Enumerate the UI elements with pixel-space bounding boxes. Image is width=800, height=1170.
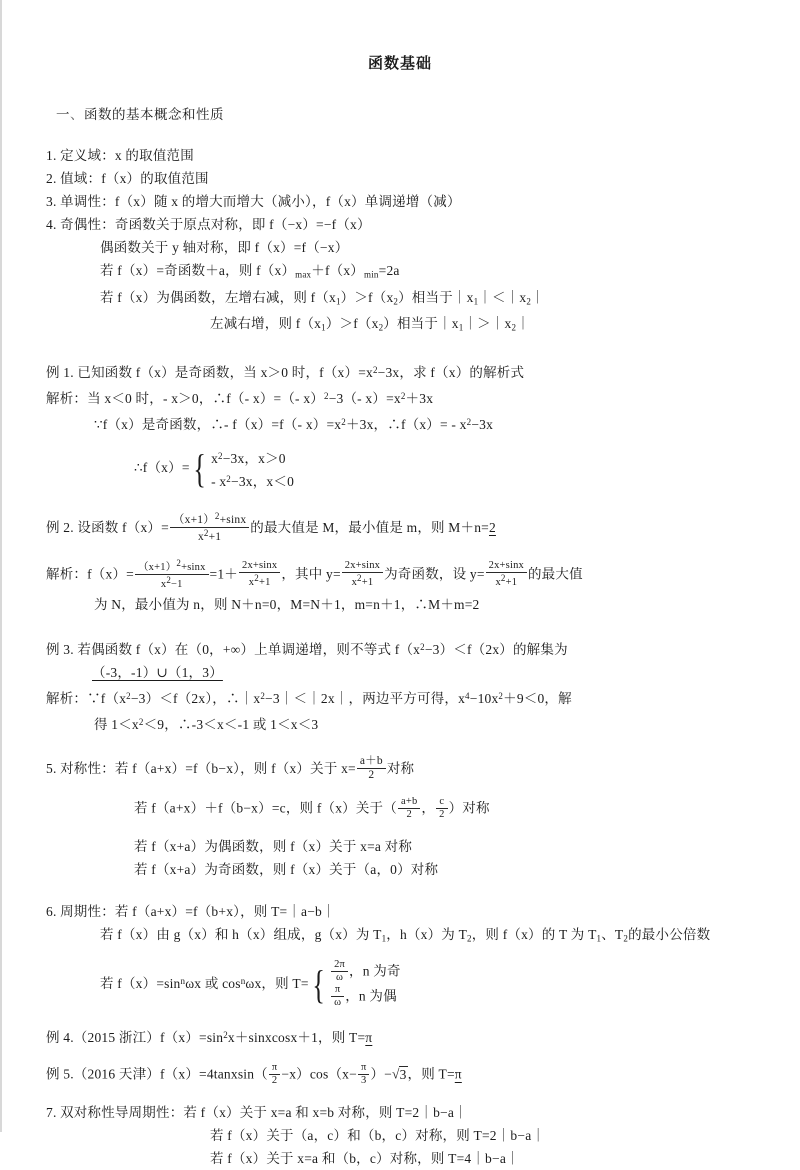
ex1-q-sup: 2 [372, 364, 378, 375]
fraction-numerator: π [360, 1062, 367, 1074]
example-1-solution-line-2 [94, 411, 766, 436]
num-b: +sinx [219, 513, 247, 526]
e3-s2: 2 [260, 690, 266, 701]
ex5-b: −x）cos（x− [281, 1066, 357, 1082]
example-5-question [46, 1063, 766, 1088]
periodicity-line-3 [100, 960, 766, 1010]
ex3-q-b: −3）＜f（2x）的解集为 [424, 641, 568, 657]
fraction [331, 984, 344, 1009]
p3-a: 若 f（x）=sin [100, 975, 181, 991]
ex1-s2-c: −3x [471, 416, 494, 432]
sym-l2-a: 若 f（a+x）＋f（b−x）=c，则 f（x）关于（ [134, 800, 397, 816]
example-4-question [46, 1024, 766, 1049]
t-d2: ｜＞｜x [463, 316, 512, 332]
example-2-solution-line-1 [46, 559, 766, 592]
fraction-numerator: c [439, 796, 445, 808]
parity-even-line: 偶函数关于 y 轴对称，即 f（x）=f（−x） [100, 240, 349, 255]
fraction-denominator: 2 [269, 1074, 281, 1087]
section-heading [56, 103, 766, 123]
fraction-numerator: 2x+sinx [242, 560, 278, 572]
t-a2: 左减右增，则 f（x [210, 316, 322, 332]
sub-x2d: 2 [511, 322, 517, 333]
e3-s1: 2 [126, 690, 131, 701]
example-4 [34, 1024, 766, 1049]
double-symmetry-line-3: 若 f（x）关于 x=a 和（b，c）对称，则 T=4｜b−a｜ [210, 1151, 520, 1167]
ex1-s2-sup2: 2 [466, 416, 472, 427]
sub-x1b: 1 [473, 296, 479, 307]
d2-a: x [248, 577, 255, 589]
section-dun: 、 [70, 107, 84, 122]
ex2-s-mid1: =1＋ [209, 567, 238, 583]
fraction-denominator: 2 [398, 808, 420, 821]
pw2-b: −3x，x＜0 [231, 473, 295, 489]
example-5-answer: π [454, 1066, 462, 1082]
ex1-s2-sup1: 2 [341, 416, 346, 427]
ex2-s-mid3: 为奇函数，设 y= [384, 567, 485, 583]
double-symmetry-line-1: 7. 双对称性导周期性：若 f（x）关于 x=a 和 x=b 对称，则 T=2｜b−a｜ [46, 1105, 468, 1121]
example-3-solution-line-1 [46, 685, 766, 710]
fraction [239, 560, 280, 589]
ex5-d: ，则 T= [407, 1066, 455, 1082]
t-b2: ）＞f（x [325, 316, 379, 332]
den-a: x [197, 531, 204, 544]
parity-maxmin-line [100, 260, 766, 286]
item-5-symmetry [34, 756, 766, 882]
t-e2: ｜ [516, 316, 530, 332]
concept-list [34, 145, 766, 339]
piecewise-group [309, 960, 401, 1010]
fraction-numerator: 2x+sinx [344, 560, 381, 572]
brace-icon: { [312, 961, 325, 1007]
fraction-denominator: 2 [436, 808, 447, 821]
example-3 [34, 636, 766, 736]
p-s3: 1 [596, 933, 602, 944]
ex1-s1-a: 解析：当 x＜0 时，- x＞0，∴f（- x）=（- x） [46, 390, 324, 406]
d3-b: +1 [361, 577, 374, 589]
example-2-solution-line-2: 为 N，最小值为 n，则 N＋n=0，M=N＋1，m=n＋1，∴M＋m=2 [94, 596, 480, 612]
symmetry-line-4: 若 f（x+a）为奇函数，则 f（x）关于（a，0）对称 [134, 862, 439, 878]
pw2-sup: 2 [226, 473, 231, 484]
parity-max-sub: max [295, 269, 312, 280]
piecewise-rows [326, 960, 401, 1010]
fraction [398, 796, 420, 821]
ex1-s1-c: ＋3x [405, 390, 434, 406]
fraction-denominator [239, 572, 280, 589]
e3-d: −10x [469, 690, 499, 706]
fraction [170, 511, 249, 545]
e3-a: 解析：∵f（x [46, 690, 127, 706]
d-sup: 2 [166, 575, 172, 586]
fraction-numerator [135, 558, 209, 574]
pw-r1-tail: ，n 为奇 [349, 963, 401, 979]
e3-c: −3｜＜｜2x｜，两边平方可得，x [265, 690, 466, 706]
ex2-q-lead: 例 2. 设函数 f（x）= [46, 519, 169, 535]
ex1-s1-sup1: 2 [323, 390, 329, 401]
section-heading-text: 函数的基本概念和性质 [84, 107, 224, 122]
n-sup: 2 [176, 558, 182, 569]
ex1-q-b: −3x，求 f（x）的解析式 [377, 364, 525, 380]
p3-c: ωx，则 T= [245, 975, 309, 991]
pw1-sup: 2 [218, 450, 223, 461]
ex4-a: 例 4.（2015 浙江）f（x）=sin [46, 1030, 224, 1046]
ex5-c: ）− [370, 1066, 392, 1082]
parity-maxmin-c: =2a [378, 263, 400, 278]
e3-s4: 2 [498, 690, 504, 701]
page-left-edge [0, 0, 2, 1132]
fraction [357, 755, 386, 782]
ex1-s1-sup2: 2 [400, 390, 406, 401]
ex2-s-lead: 解析：f（x）= [46, 567, 134, 583]
sub-x2: 2 [393, 296, 399, 307]
ex2-q-tail: 的最大值是 M，最小值是 m，则 M＋n= [250, 519, 489, 535]
e3-l2-b: ＜9，∴-3＜x＜-1 或 1＜x＜3 [143, 716, 319, 732]
sqrt-icon: √ [391, 1066, 400, 1082]
fraction [269, 1062, 281, 1087]
fraction-numerator: a+b [400, 796, 418, 808]
double-symmetry-line-2: 若 f（x）关于（a，c）和（b，c）对称，则 T=2｜b−a｜ [210, 1128, 546, 1144]
parity-maxmin-b: ＋f（x） [311, 263, 365, 278]
ex1-s2-a: ∵f（x）是奇函数，∴- f（x）=f（- x）=x [94, 416, 342, 432]
symmetry-line-3: 若 f（x+a）为偶函数，则 f（x）关于 x=a 对称 [134, 839, 413, 855]
fraction-denominator [342, 572, 383, 589]
example-1-piecewise [134, 446, 766, 492]
p-b: ，h（x）为 T [386, 927, 468, 943]
sym-l1-b: 对称 [386, 760, 415, 776]
t-c2: ）相当于｜x [383, 316, 459, 332]
item-6-periodicity [34, 901, 766, 1010]
ex5-sqrt-radicand: 3 [399, 1066, 407, 1082]
brace-icon: { [193, 445, 206, 491]
ex4-sup: 2 [223, 1030, 228, 1040]
fraction [436, 796, 447, 821]
fraction-numerator [170, 511, 249, 527]
p-a: 若 f（x）由 g（x）和 h（x）组成，g（x）为 T [100, 927, 382, 943]
example-1-solution-line-1 [46, 385, 766, 410]
list-item-domain: 1. 定义域：x 的取值范围 [46, 148, 194, 163]
fraction-numerator: π [334, 983, 341, 995]
n-a: （x+1） [137, 562, 177, 574]
ex4-b: x＋sinxcosx＋1，则 T= [227, 1030, 366, 1046]
p-s4: 2 [623, 933, 629, 944]
symmetry-line-1 [46, 756, 766, 783]
piecewise-row [207, 446, 294, 469]
symmetry-line-2 [134, 797, 766, 822]
list-item-range: 2. 值域：f（x）的取值范围 [46, 171, 209, 186]
d2-sup: 2 [254, 573, 259, 584]
example-3-question [46, 636, 766, 661]
example-3-solution-line-2 [94, 711, 766, 736]
fraction [135, 558, 209, 591]
fraction-denominator: ω [331, 971, 348, 984]
fraction-denominator: ω [331, 996, 344, 1009]
parity-min-sub: min [364, 269, 379, 280]
p3-b: ωx 或 cos [185, 975, 241, 991]
t-c: ）相当于｜x [398, 289, 474, 305]
p-c: ，则 f（x）的 T 为 T [471, 927, 597, 943]
d4-sup: 2 [500, 573, 506, 584]
fraction-numerator: 2π [334, 958, 346, 970]
e3-l2-sup: 2 [138, 716, 144, 727]
fraction-numerator: a＋b [359, 754, 383, 767]
list-item-parity: 4. 奇偶性：奇函数关于原点对称，即 f（−x）=−f（x） [46, 217, 371, 232]
sub-x1c: 1 [321, 322, 326, 333]
periodicity-line-1: 6. 周期性：若 f（a+x）=f（b+x），则 T=｜a−b｜ [46, 904, 336, 920]
fraction-denominator [135, 574, 209, 591]
sub-x1: 1 [335, 296, 341, 307]
p3-sup1: n [180, 975, 186, 986]
d-b: −1 [171, 579, 183, 591]
sub-x1d: 1 [458, 322, 464, 333]
example-2-answer: 2 [488, 519, 496, 535]
fraction-denominator: 2 [357, 768, 386, 782]
p3-sup2: n [240, 975, 246, 986]
ex3-q-sup: 2 [420, 641, 425, 652]
sub-x2b: 2 [526, 296, 532, 307]
d3-sup: 2 [357, 573, 362, 584]
e3-e: ＋9＜0，解 [503, 690, 572, 706]
sub-x2c: 2 [378, 322, 384, 333]
t-b: ）＞f（x [340, 289, 394, 305]
fraction [486, 560, 527, 589]
page-title: 函数基础 [367, 56, 432, 72]
fraction-numerator: 2x+sinx [488, 560, 524, 572]
section-marker: 一 [56, 107, 70, 122]
t-e: ｜ [531, 289, 545, 305]
p-e: 的最小公倍数 [628, 927, 711, 943]
item-7-double-symmetry [34, 1102, 766, 1170]
fraction-denominator: 3 [358, 1074, 370, 1087]
d4-b: +1 [505, 577, 518, 589]
d4-a: x [495, 577, 501, 589]
pw-r2-tail: ，n 为偶 [345, 988, 397, 1004]
piecewise-rows [207, 446, 294, 492]
ex1-s1-b: −3（- x）=x [328, 390, 401, 406]
den-sup: 2 [203, 528, 209, 539]
ex2-s-tail: 的最大值 [527, 567, 583, 583]
piecewise-group [190, 446, 294, 492]
ex5-a: 例 5.（2016 天津）f（x）=4tanxsin（ [46, 1066, 268, 1082]
example-3-answer-row [92, 662, 766, 684]
pw1-a: x [211, 450, 219, 466]
n-b: +sinx [181, 562, 206, 574]
p-s2: 2 [467, 933, 472, 944]
ex1-pw-lead: ∴f（x）= [134, 459, 190, 475]
example-1-question [46, 359, 766, 384]
example-1 [34, 359, 766, 492]
p-s1: 1 [381, 933, 387, 944]
fraction-denominator [486, 572, 527, 589]
p-d: 、T [601, 927, 624, 943]
parity-even-inc-line [100, 287, 766, 313]
d3-a: x [351, 577, 358, 589]
num-sup: 2 [214, 510, 220, 521]
e3-l2-a: 得 1＜x [94, 716, 139, 732]
example-2 [34, 512, 766, 616]
num-a: （x+1） [172, 513, 215, 526]
d-a: x [160, 579, 167, 591]
parity-even-dec-line [210, 313, 766, 339]
list-item-monotonicity: 3. 单调性：f（x）随 x 的增大而增大（减小），f（x）单调递增（减） [46, 194, 461, 209]
ex2-s-mid2: ，其中 y= [281, 567, 341, 583]
fraction-numerator: π [271, 1062, 278, 1074]
ex3-q-a: 例 3. 若偶函数 f（x）在（0，+∞）上单调递增，则不等式 f（x [46, 641, 421, 657]
t-d: ｜＜｜x [478, 289, 527, 305]
sym-l1-a: 5. 对称性：若 f（a+x）=f（b−x），则 f（x）关于 x= [46, 760, 356, 776]
parity-maxmin-a: 若 f（x）=奇函数＋a，则 f（x） [100, 263, 296, 278]
e3-s3: 4 [465, 690, 470, 701]
piecewise-row [326, 960, 401, 985]
fraction [342, 560, 383, 589]
fraction [331, 959, 348, 984]
example-3-answer: （-3，-1）∪（1，3） [92, 664, 223, 680]
piecewise-row [207, 469, 294, 492]
t-a: 若 f（x）为偶函数，左增右减，则 f（x [100, 289, 336, 305]
fraction [358, 1062, 370, 1087]
ex1-q-a: 例 1. 已知函数 f（x）是奇函数，当 x＞0 时，f（x）=x [46, 364, 373, 380]
pw2-a: - x [211, 473, 227, 489]
sym-l2-b: ）对称 [448, 800, 490, 816]
fraction-denominator [170, 527, 249, 544]
example-2-question [46, 512, 766, 546]
ex1-s2-b: ＋3x，∴f（x）= - x [345, 416, 467, 432]
e3-b: −3）＜f（2x），∴｜x [130, 690, 261, 706]
piecewise-row [326, 985, 401, 1010]
sym-l2-mid: ， [421, 800, 436, 816]
example-5 [34, 1063, 766, 1088]
periodicity-line-2 [100, 924, 766, 950]
example-4-answer: π [365, 1030, 373, 1046]
pw1-b: −3x，x＞0 [222, 450, 286, 466]
d2-b: +1 [258, 577, 271, 589]
den-b: +1 [208, 531, 222, 544]
